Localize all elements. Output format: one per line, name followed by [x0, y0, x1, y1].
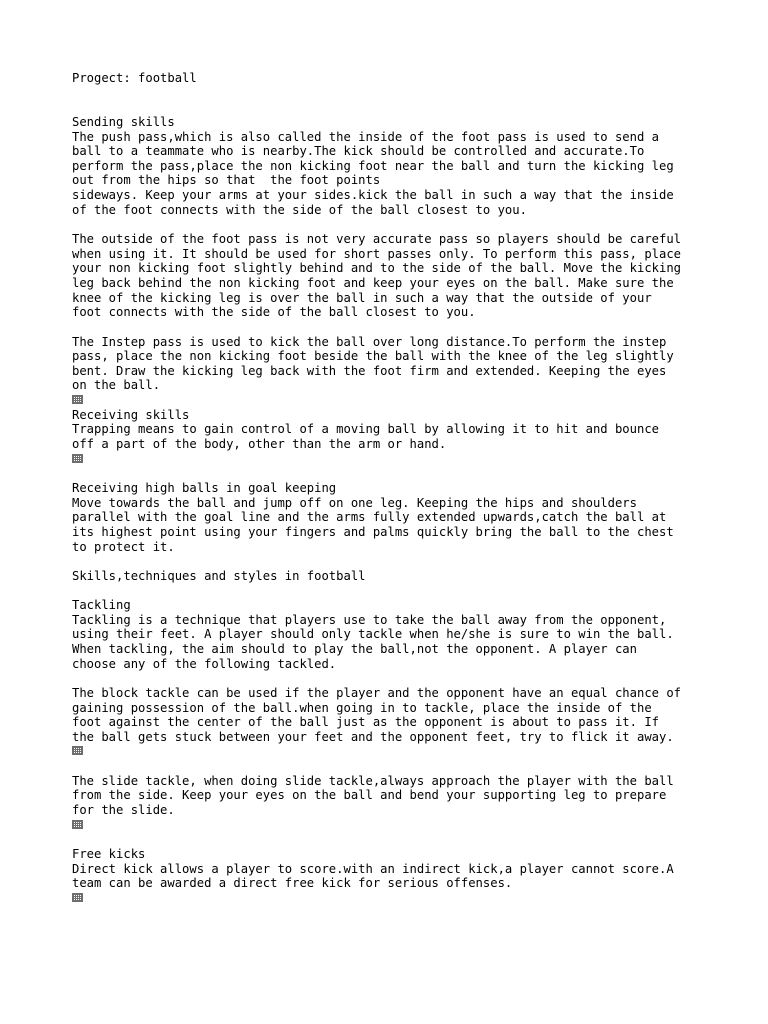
text-line: The outside of the foot pass is not very accurate pass so players should be careful [72, 232, 682, 247]
missing-glyph-icon [72, 746, 83, 755]
text-line: Direct kick allows a player to score.with an indirect kick,a player cannot score.A [72, 861, 674, 876]
text-line: foot connects with the side of the ball closest to you. [72, 305, 476, 320]
blank-line [72, 466, 712, 481]
text-line: from the side. Keep your eyes on the ball and bend your supporting leg to prepare [72, 788, 667, 803]
text-line: of the foot connects with the side of the ball closest to you. [72, 202, 527, 217]
text-line: Tackling [72, 598, 131, 613]
missing-glyph-line [72, 393, 712, 408]
text-line: choose any of the following tackled. [72, 656, 337, 671]
text-line: ball to a teammate who is nearby.The kick should be controlled and accurate.To [72, 144, 645, 159]
text-line: The Instep pass is used to kick the ball over long distance.To perform the instep [72, 334, 667, 349]
text-line: for the slide. [72, 803, 175, 818]
text-line: off a part of the body, other than the arm or hand. [72, 437, 447, 452]
text-line: pass, place the non kicking foot beside the ball with the knee of the leg slightly [72, 349, 674, 364]
missing-glyph-line [72, 452, 712, 467]
blank-line [72, 671, 712, 686]
missing-glyph-line [72, 744, 712, 759]
blank-line [72, 217, 712, 232]
text-line: Progect: football [72, 71, 197, 85]
text-line: bent. Draw the kicking leg back with the foot firm and extended. Keeping the eyes [72, 363, 667, 378]
text-line: sideways. Keep your arms at your sides.kick the ball in such a way that the inside [72, 188, 674, 203]
text-line: its highest point using your fingers and palms quickly bring the ball to the chest [72, 524, 674, 539]
blank-line [72, 832, 712, 847]
text-line: Trapping means to gain control of a moving ball by allowing it to hit and bounce [72, 422, 659, 437]
text-line: Sending skills [72, 114, 175, 129]
blank-line [72, 583, 712, 598]
text-line: when using it. It should be used for short passes only. To perform this pass, place [72, 246, 682, 261]
text-line: leg back behind the non kicking foot and keep your eyes on the ball. Make sure the [72, 275, 674, 290]
text-line: Tackling is a technique that players use to take the ball away from the opponent, [72, 612, 667, 627]
text-line: The slide tackle, when doing slide tackle,always approach the player with the ball [72, 773, 674, 788]
text-line: When tackling, the aim should to play the ball,not the opponent. A player can [72, 641, 637, 656]
blank-line [72, 759, 712, 774]
text-line: Receiving high balls in goal keeping [72, 480, 337, 495]
text-line: Skills,techniques and styles in football [72, 568, 366, 583]
blank-line [72, 86, 712, 101]
blank-line [72, 100, 712, 115]
blank-line [72, 320, 712, 335]
text-line: knee of the kicking leg is over the ball in such a way that the outside of your [72, 290, 652, 305]
text-line: Receiving skills [72, 407, 190, 422]
text-line: Free kicks [72, 846, 146, 861]
missing-glyph-icon [72, 454, 83, 463]
blank-line [72, 554, 712, 569]
text-line: Move towards the ball and jump off on one leg. Keeping the hips and shoulders [72, 495, 637, 510]
text-line: gaining possession of the ball.when going in to tackle, place the inside of the [72, 700, 652, 715]
text-line: on the ball. [72, 378, 161, 393]
text-line: to protect it. [72, 539, 175, 554]
missing-glyph-icon [72, 395, 83, 404]
text-line: The push pass,which is also called the inside of the foot pass is used to send a [72, 129, 659, 144]
missing-glyph-line [72, 891, 712, 906]
missing-glyph-line [72, 818, 712, 833]
text-line: The block tackle can be used if the player and the opponent have an equal chance of [72, 685, 682, 700]
text-line: parallel with the goal line and the arms fully extended upwards,catch the ball at [72, 510, 667, 525]
text-line: the ball gets stuck between your feet and the opponent feet, try to flick it away. [72, 729, 674, 744]
text-line: perform the pass,place the non kicking foot near the ball and turn the kicking leg [72, 158, 674, 173]
missing-glyph-icon [72, 820, 83, 829]
text-line: your non kicking foot slightly behind and to the side of the ball. Move the kicking [72, 261, 682, 276]
text-line: using their feet. A player should only tackle when he/she is sure to win the ball. [72, 627, 674, 642]
text-line: foot against the center of the ball just as the opponent is about to pass it. If [72, 715, 659, 730]
text-line: team can be awarded a direct free kick for serious offenses. [72, 876, 513, 891]
missing-glyph-icon [72, 893, 83, 902]
document-body [72, 71, 712, 906]
text-line: out from the hips so that the foot points [72, 173, 381, 188]
